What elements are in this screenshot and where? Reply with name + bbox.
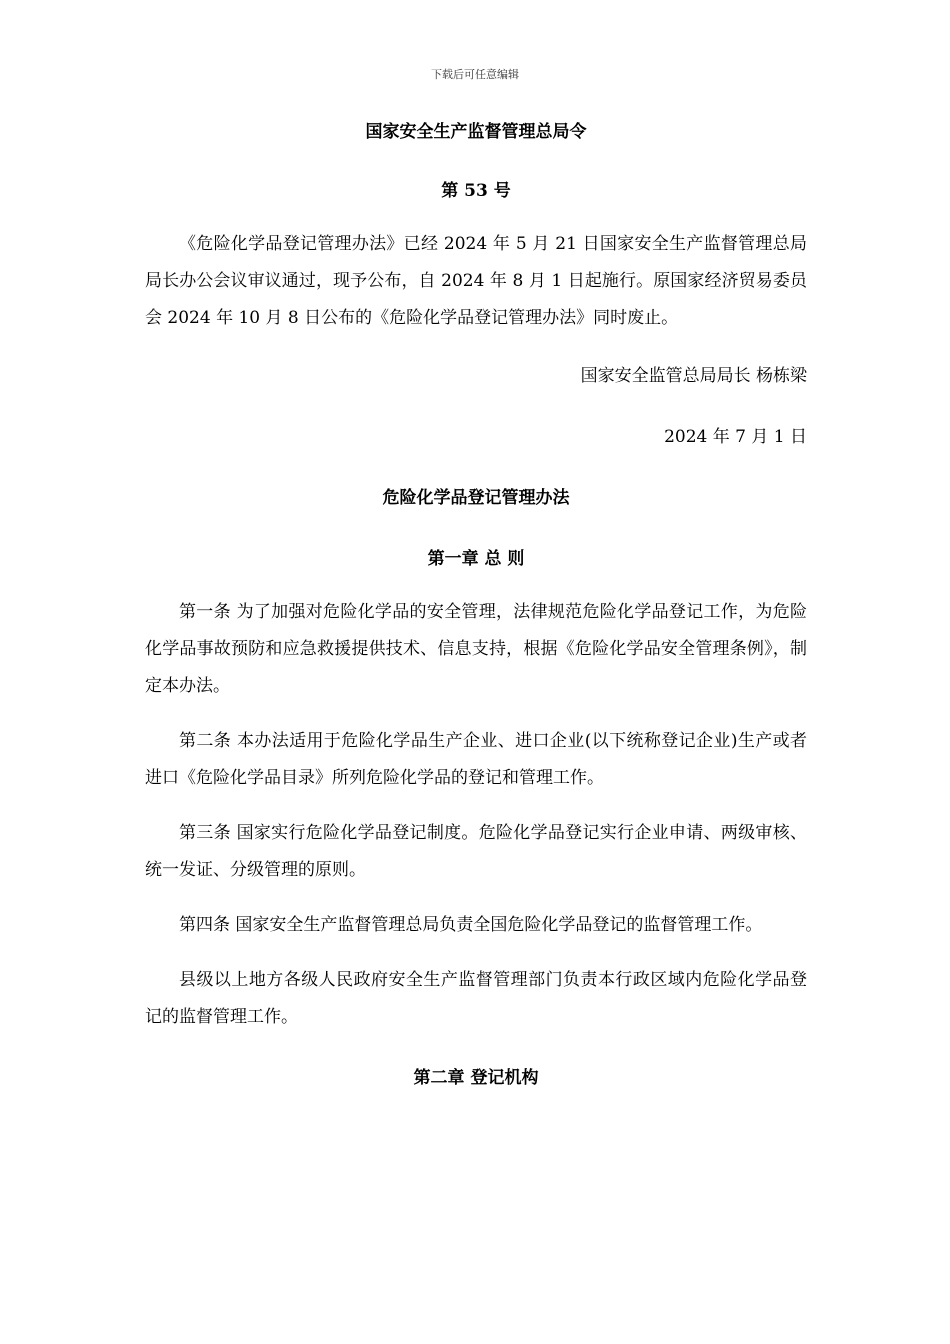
article-2: 第二条 本办法适用于危险化学品生产企业、进口企业(以下统称登记企业)生产或者进口《危险化学品目录》所列危险化学品的登记和管理工作。 (145, 731, 807, 788)
header-note: 下载后可任意编辑 (431, 68, 519, 81)
chapter-1-title: 第一章 总 则 (427, 549, 525, 569)
article-4-paragraph-2: 县级以上地方各级人民政府安全生产监督管理部门负责本行政区域内危险化学品登记的监督管理工作。 (145, 970, 807, 1027)
article-4: 第四条 国家安全生产监督管理总局负责全国危险化学品登记的监督管理工作。 (179, 915, 763, 935)
order-title: 国家安全生产监督管理总局令 (365, 122, 587, 142)
chapter-2-title: 第二章 登记机构 (413, 1068, 539, 1088)
announcement-paragraph: 《危险化学品登记管理办法》已经 2024 年 5 月 21 日国家安全生产监督管理总局局长办公会议审议通过，现予公布，自 2024 年 8 月 1 日起施行。原国家经济贸易委员会 2024 年 10 月 8 日公布的《危险化学品登记管理办法》同时废止。 (145, 234, 807, 328)
article-1: 第一条 为了加强对危险化学品的安全管理，法律规范危险化学品登记工作，为危险化学品事故预防和应急救援提供技术、信息支持，根据《危险化学品安全管理条例》，制定本办法。 (145, 602, 807, 696)
article-3: 第三条 国家实行危险化学品登记制度。危险化学品登记实行企业申请、两级审核、统一发证、分级管理的原则。 (145, 823, 807, 880)
signature: 国家安全监管总局局长 杨栋梁 (580, 366, 807, 386)
document-body (145, 120, 807, 1090)
issue-date: 2024 年 7 月 1 日 (664, 427, 807, 447)
document-title: 危险化学品登记管理办法 (382, 488, 570, 508)
order-number: 第 53 号 (441, 181, 511, 201)
